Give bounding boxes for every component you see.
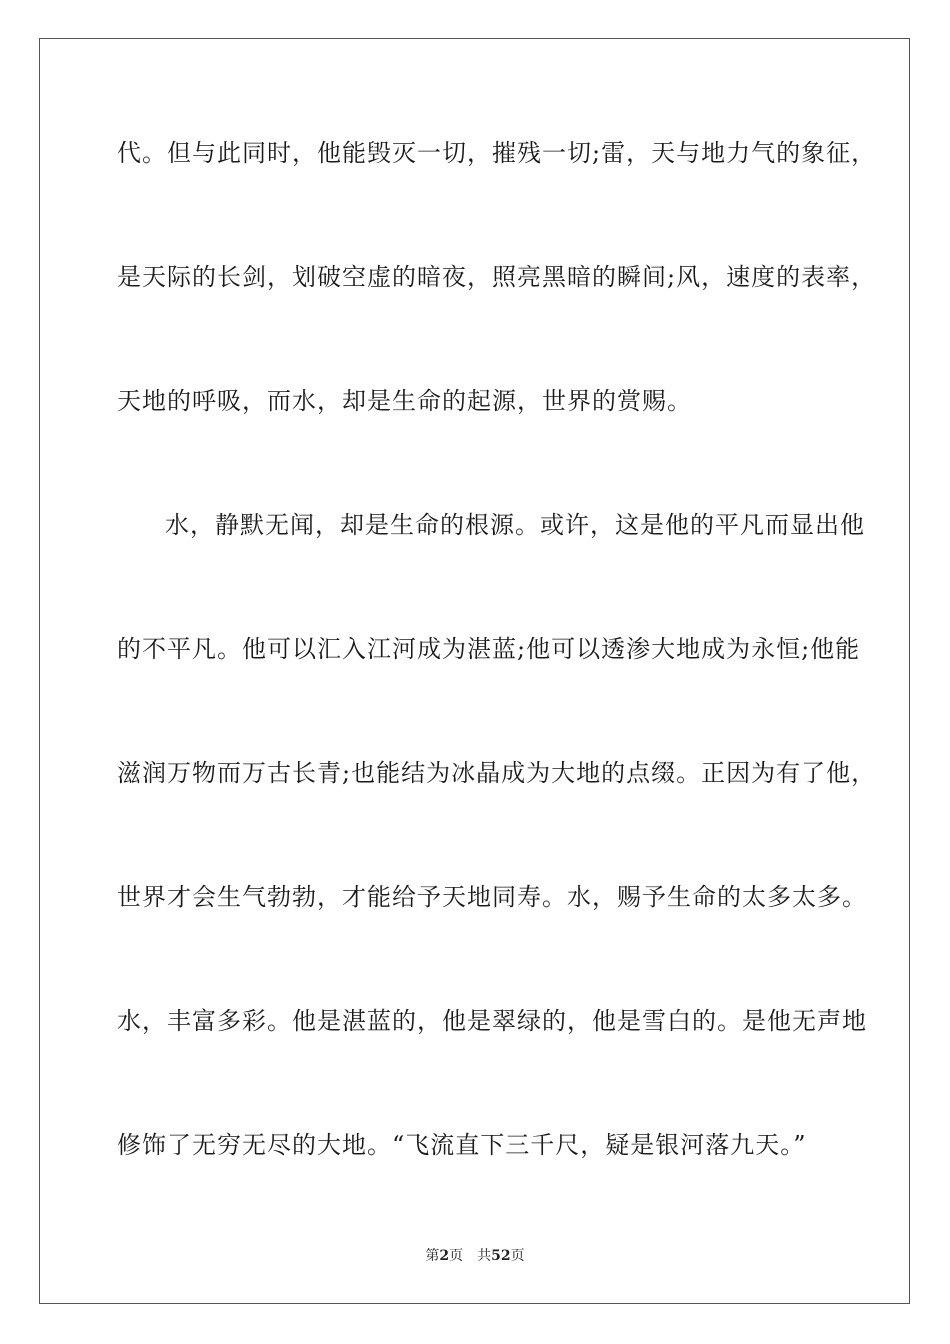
body-line-3: 天地的呼吸，而水，却是生命的起源，世界的赏赐。 [117,387,692,415]
body-line-7: 世界才会生气勃勃，才能给予天地同寿。水，赐予生命的太多太多。 [117,883,867,911]
page-border [39,38,910,1304]
body-line-9: 修饰了无穷无尽的大地。“飞流直下三千尺，疑是银河落九天。” [117,1131,807,1159]
page-suffix: 页 [449,1248,464,1264]
page-prefix: 第 [425,1248,440,1264]
total-suffix: 页 [510,1248,525,1264]
body-line-4-paragraph-start: 水，静默无闻，却是生命的根源。或许，这是他的平凡而显出他 [165,511,865,539]
total-prefix: 共 [477,1248,492,1264]
page-number: 2 [439,1248,450,1264]
body-line-6: 滋润万物而万古长青;也能结为冰晶成为大地的点缀。正因为有了他， [117,759,877,787]
total-pages: 52 [491,1248,511,1264]
body-line-5: 的不平凡。他可以汇入江河成为湛蓝;他可以透渗大地成为永恒;他能 [117,635,861,663]
page-footer [0,1247,950,1265]
body-line-2: 是天际的长剑，划破空虚的暗夜，照亮黑暗的瞬间;风，速度的表率， [117,263,877,291]
body-line-8: 水，丰富多彩。他是湛蓝的，他是翠绿的，他是雪白的。是他无声地 [117,1007,867,1035]
body-line-1: 代。但与此同时，他能毁灭一切，摧残一切;雷，天与地力气的象征， [117,139,877,167]
